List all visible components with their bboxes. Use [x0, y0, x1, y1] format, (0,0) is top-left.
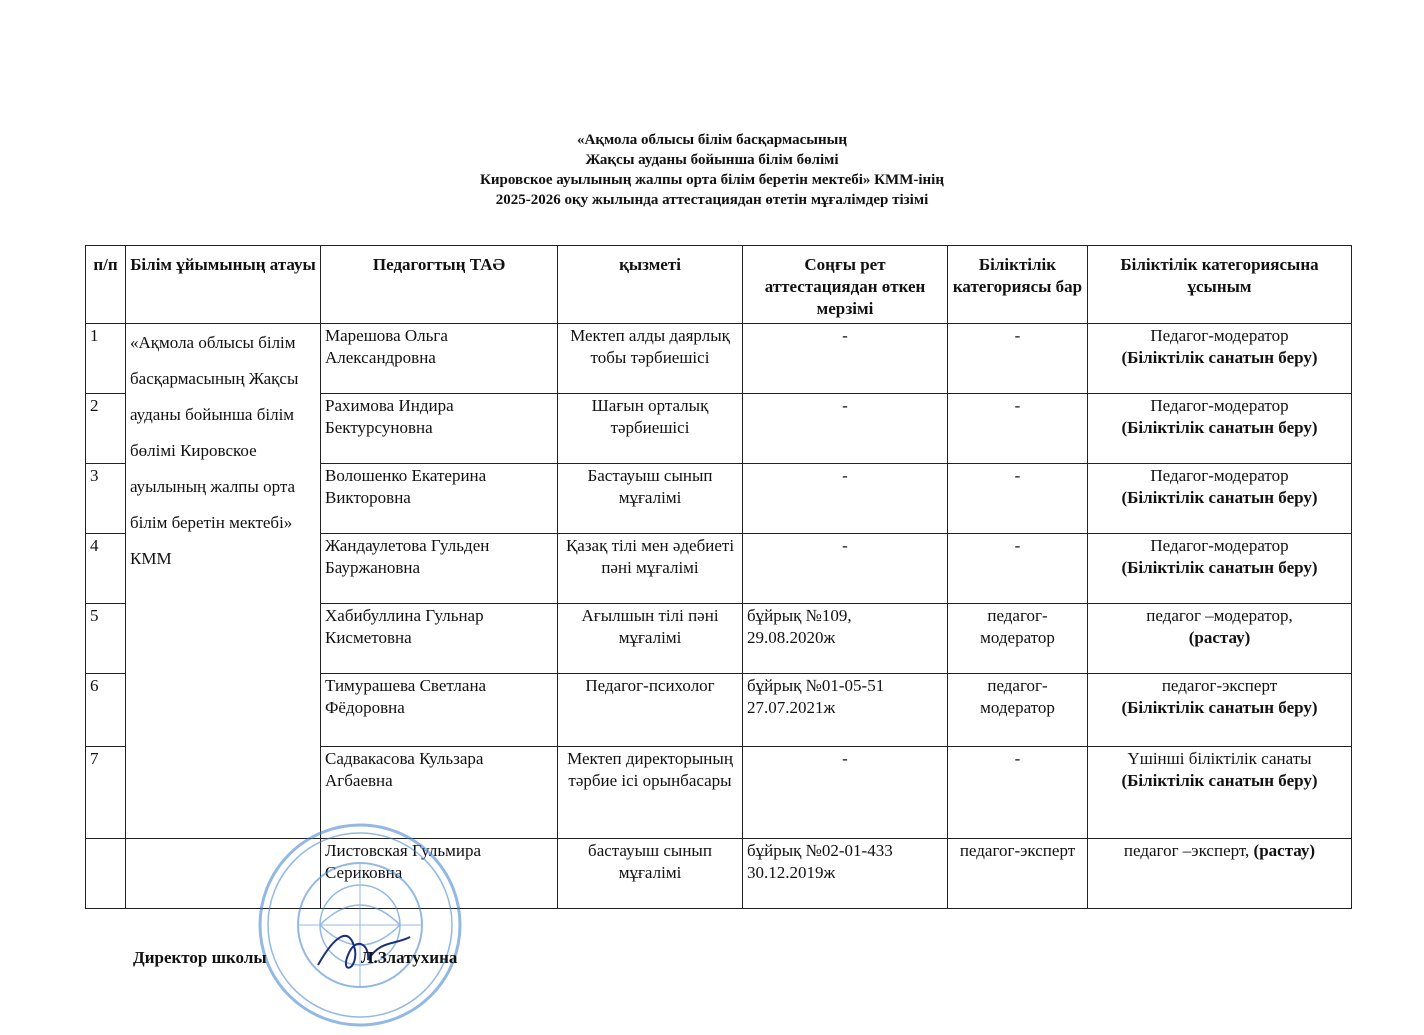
- teacher-position: бастауыш сынып мұғалімі: [558, 839, 743, 909]
- col-header-recommendation: Біліктілік категориясына ұсыным: [1088, 246, 1352, 324]
- signature-line: [133, 948, 457, 968]
- col-header-current-category: Біліктілік категориясы бар: [948, 246, 1088, 324]
- row-number: 5: [86, 604, 126, 674]
- teacher-position: Мектеп алды даярлық тобы тәрбиешісі: [558, 324, 743, 394]
- teacher-position: Мектеп директорының тәрбие ісі орынбасары: [558, 747, 743, 839]
- teacher-name: Марешова Ольга Александровна: [321, 324, 558, 394]
- last-attestation: бұйрық №01-05-51 27.07.2021ж: [743, 674, 948, 747]
- recommendation-category: Педагог-модератор: [1150, 396, 1289, 415]
- col-header-teacher-name: Педагогтың ТАӘ: [321, 246, 558, 324]
- teachers-table: [85, 245, 1352, 909]
- recommendation: [1088, 464, 1352, 534]
- row-number: 4: [86, 534, 126, 604]
- recommendation-action: (Біліктілік санатын беру): [1121, 771, 1318, 790]
- recommendation: [1088, 534, 1352, 604]
- col-header-last-attestation: Соңғы рет аттестациядан өткен мерзімі: [743, 246, 948, 324]
- recommendation-category: Педагог-модератор: [1150, 466, 1289, 485]
- title-line-2: Жақсы ауданы бойынша білім бөлімі: [585, 152, 839, 168]
- recommendation: [1088, 674, 1352, 747]
- teacher-name: Садвакасова Кульзара Агбаевна: [321, 747, 558, 839]
- current-category: педагог-модератор: [948, 604, 1088, 674]
- recommendation-action: (Біліктілік санатын беру): [1121, 418, 1318, 437]
- director-name: Л.Златухина: [360, 948, 458, 967]
- title-line-4: 2025-2026 оқу жылында аттестациядан өтетін мұғалімдер тізімі: [495, 192, 929, 208]
- last-attestation: -: [743, 464, 948, 534]
- teacher-name: Хабибуллина Гульнар Кисметовна: [321, 604, 558, 674]
- title-line-3: Кировское ауылының жалпы орта білім беретін мектебі» КММ-інің: [480, 172, 944, 188]
- row-number: 1: [86, 324, 126, 394]
- recommendation: [1088, 747, 1352, 839]
- current-category: -: [948, 534, 1088, 604]
- col-header-number: п/п: [86, 246, 126, 324]
- row-number: 2: [86, 394, 126, 464]
- teacher-name: Листовская Гульмира Сериковна: [321, 839, 558, 909]
- col-header-position: қызметі: [558, 246, 743, 324]
- document-title: [0, 130, 1424, 210]
- director-title: Директор школы: [133, 948, 267, 967]
- last-attestation: -: [743, 394, 948, 464]
- row-number: 3: [86, 464, 126, 534]
- last-attestation: -: [743, 747, 948, 839]
- recommendation: [1088, 839, 1352, 909]
- teacher-name: Рахимова Индира Бектурсуновна: [321, 394, 558, 464]
- teacher-name: Волошенко Екатерина Викторовна: [321, 464, 558, 534]
- recommendation-action: (Біліктілік санатын беру): [1121, 558, 1318, 577]
- recommendation-category: педагог-эксперт: [1161, 676, 1278, 695]
- teacher-position: Бастауыш сынып мұғалімі: [558, 464, 743, 534]
- recommendation-category: педагог –модератор,: [1146, 606, 1293, 625]
- row-number: 7: [86, 747, 126, 839]
- recommendation: [1088, 604, 1352, 674]
- last-attestation: бұйрық №02-01-433 30.12.2019ж: [743, 839, 948, 909]
- table-row: [86, 324, 1352, 394]
- recommendation-category: Үшінші біліктілік санаты: [1127, 749, 1312, 768]
- title-line-1: «Ақмола облысы білім басқармасының: [577, 132, 847, 148]
- recommendation: [1088, 394, 1352, 464]
- recommendation-action: (растау): [1188, 628, 1251, 647]
- table-header-row: [86, 246, 1352, 324]
- last-attestation: -: [743, 324, 948, 394]
- row-number: [86, 839, 126, 909]
- recommendation-action: (Біліктілік санатын беру): [1121, 488, 1318, 507]
- teacher-position: Қазақ тілі мен әдебиеті пәні мұғалімі: [558, 534, 743, 604]
- current-category: педагог-эксперт: [948, 839, 1088, 909]
- organization-name: «Ақмола облысы білім басқармасының Жақсы ауданы бойынша білім бөлімі Кировское ауылының жалпы орта білім беретін мектебі» КММ: [126, 324, 321, 839]
- recommendation-action: (растау): [1253, 841, 1316, 860]
- recommendation: [1088, 324, 1352, 394]
- teacher-position: Шағын орталық тәрбиешісі: [558, 394, 743, 464]
- row-number: 6: [86, 674, 126, 747]
- teacher-position: Педагог-психолог: [558, 674, 743, 747]
- col-header-organization: Білім ұйымының атауы: [126, 246, 321, 324]
- recommendation-action: (Біліктілік санатын беру): [1121, 348, 1318, 367]
- recommendation-action: (Біліктілік санатын беру): [1121, 698, 1318, 717]
- recommendation-category: педагог –эксперт,: [1123, 841, 1250, 860]
- last-attestation: бұйрық №109, 29.08.2020ж: [743, 604, 948, 674]
- teacher-position: Ағылшын тілі пәні мұғалімі: [558, 604, 743, 674]
- teacher-name: Жандаулетова Гульден Бауржановна: [321, 534, 558, 604]
- current-category: педагог-модератор: [948, 674, 1088, 747]
- current-category: -: [948, 747, 1088, 839]
- recommendation-category: Педагог-модератор: [1150, 326, 1289, 345]
- teacher-name: Тимурашева Светлана Фёдоровна: [321, 674, 558, 747]
- recommendation-category: Педагог-модератор: [1150, 536, 1289, 555]
- current-category: -: [948, 464, 1088, 534]
- current-category: -: [948, 394, 1088, 464]
- last-attestation: -: [743, 534, 948, 604]
- current-category: -: [948, 324, 1088, 394]
